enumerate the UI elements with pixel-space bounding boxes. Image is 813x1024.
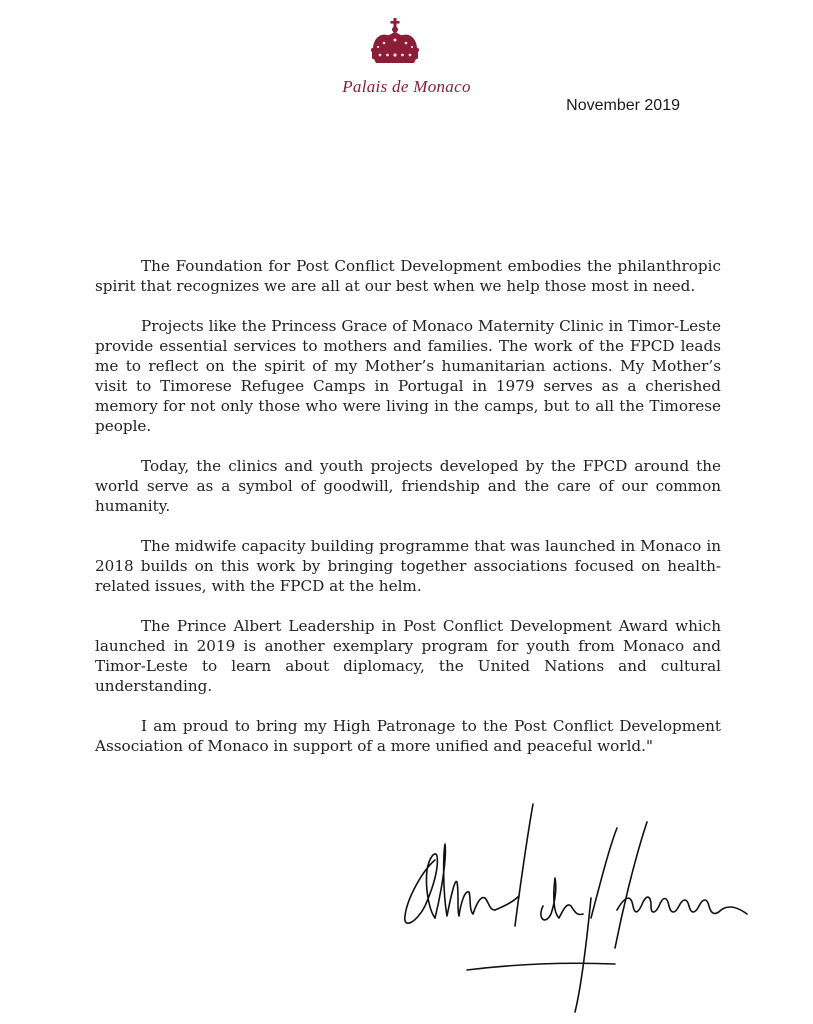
- paragraph: Projects like the Princess Grace of Monaco Maternity Clinic in Timor-Leste provide essential services to mothers and families. The work of the FPCD leads me to reflect on the spirit of my Mother’s humanitarian actions. My Mother’s visit to Timorese Refugee Camps in Portugal in 1979 serves as a cherished memory for not only those who were living in the camps, but to all the Timorese people.: [95, 317, 721, 435]
- letterhead: [0, 0, 813, 110]
- paragraph: The midwife capacity building programme that was launched in Monaco in 2018 builds on this work by bringing together associations focused on health-related issues, with the FPCD at the helm.: [95, 537, 721, 595]
- handwritten-signature: [395, 798, 760, 1018]
- paragraph: Today, the clinics and youth projects developed by the FPCD around the world serve as a symbol of goodwill, friendship and the care of our common humanity.: [95, 457, 721, 515]
- paragraph: The Foundation for Post Conflict Development embodies the philanthropic spirit that recognizes we are all at our best when we help those most in need.: [95, 257, 721, 295]
- letter-date: November 2019: [566, 97, 680, 114]
- letter-body: [95, 256, 721, 776]
- paragraph: The Prince Albert Leadership in Post Conflict Development Award which launched in 2019 is another exemplary program for youth from Monaco and Timor-Leste to learn about diplomacy, the United Nations and cultural understanding.: [95, 617, 721, 695]
- paragraph: I am proud to bring my High Patronage to the Post Conflict Development Association of Monaco in support of a more unified and peaceful world.": [95, 717, 721, 755]
- royal-crown-icon: [367, 18, 423, 64]
- letterhead-title: Palais de Monaco: [342, 77, 471, 96]
